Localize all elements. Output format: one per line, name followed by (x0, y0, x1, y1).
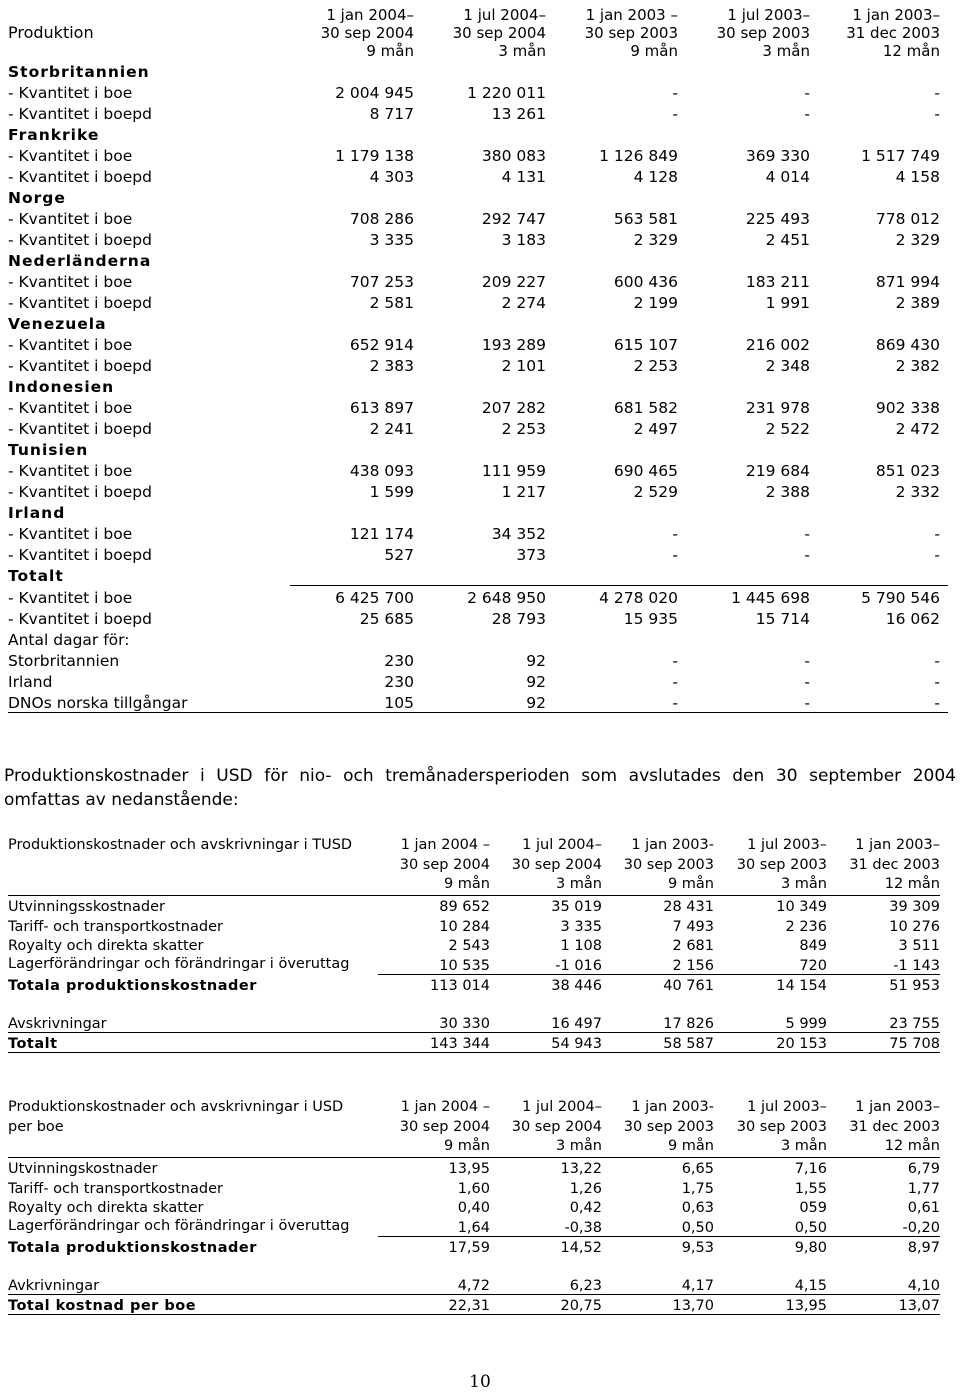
row-label: Lagerförändringar och förändringar i överuttag (8, 955, 350, 972)
country-heading (8, 60, 948, 81)
cell-value: 6,65 (681, 1161, 714, 1177)
col-header: 1 jan 2004– 30 sep 2004 9 mån (320, 6, 414, 60)
col-header: 1 jul 2003– 30 sep 2003 3 mån (714, 1098, 827, 1157)
table-row (8, 396, 948, 417)
cell-value: 4 131 (501, 168, 546, 186)
row-label: Avkrivningar (8, 1274, 378, 1294)
total-row (8, 1294, 940, 1315)
cell-value: - (672, 673, 678, 691)
row-label: - Kvantitet i boepd (8, 357, 152, 375)
cell-value: 13,70 (602, 1294, 714, 1315)
table-row (8, 354, 948, 375)
cell-value: 2 348 (765, 357, 810, 375)
row-label: - Kvantitet i boe (8, 462, 133, 480)
col-header: 1 jul 2004– 30 sep 2004 3 mån (490, 1098, 602, 1157)
table-row (8, 649, 948, 670)
cost-usd-header-row (8, 1098, 940, 1157)
cell-value: 0,40 (457, 1200, 490, 1216)
cell-value: 652 914 (349, 336, 414, 354)
table-row (8, 333, 948, 354)
cell-value: 219 684 (745, 462, 810, 480)
cell-value: 2 529 (633, 483, 678, 501)
cell-value: 209 227 (481, 273, 546, 291)
cell-value: 2 253 (633, 357, 678, 375)
cell-value: 40 761 (602, 974, 714, 994)
section-heading: Totalt (8, 567, 64, 585)
cell-value: 7,16 (794, 1161, 827, 1177)
row-label: Royalty och direkta skatter (8, 1200, 204, 1216)
cell-value: 39 309 (889, 899, 940, 915)
row-label: Totala produktionskostnader (8, 1240, 257, 1256)
cell-value: 1 220 011 (467, 84, 546, 102)
col-header: 1 jan 2003- 30 sep 2003 9 mån (602, 1098, 714, 1157)
cell-value: 4,72 (378, 1274, 490, 1294)
cell-value: 600 436 (613, 273, 678, 291)
cell-value: 20 153 (714, 1032, 827, 1053)
cell-value: 2 199 (633, 294, 678, 312)
cell-value: 30 330 (378, 1012, 490, 1032)
cell-value: 059 (799, 1200, 827, 1216)
cell-value: 58 587 (602, 1032, 714, 1053)
cell-value: 2 332 (895, 483, 940, 501)
cell-value: 3 335 (560, 918, 602, 935)
cell-value: 4 158 (895, 168, 940, 186)
cell-value: 3 335 (369, 231, 414, 249)
row-label: Tariff- och transportkostnader (8, 918, 223, 935)
cell-value: - (934, 105, 940, 123)
table-row (8, 1157, 940, 1177)
country-heading (8, 312, 948, 333)
cell-value: 849 (799, 938, 827, 954)
table-row (8, 459, 948, 480)
total-row (8, 1032, 940, 1053)
table-row (8, 915, 940, 935)
table-row (8, 670, 948, 691)
cell-value: 2 497 (633, 420, 678, 438)
section-heading: Storbritannien (8, 63, 150, 81)
cell-value: 1 517 749 (861, 147, 940, 165)
table-row (8, 228, 948, 249)
cell-value: 92 (422, 691, 554, 713)
row-label: - Kvantitet i boepd (8, 105, 152, 123)
cell-value: 615 107 (613, 336, 678, 354)
spacer-row (8, 1256, 940, 1274)
cell-value: 5 790 546 (818, 586, 948, 608)
cell-value: - (672, 84, 678, 102)
cost-tusd-title: Produktionskostnader och avskrivningar i TUSD (8, 836, 378, 895)
cell-value: 1 217 (501, 483, 546, 501)
cell-value: 1,55 (794, 1180, 827, 1197)
row-label: Total kostnad per boe (8, 1294, 378, 1315)
table-row (8, 1197, 940, 1217)
cell-value: - (672, 525, 678, 543)
cell-value: - (934, 525, 940, 543)
table-row (8, 607, 948, 628)
cell-value: - (554, 691, 686, 713)
production-header-row (8, 6, 948, 60)
table-row (8, 1177, 940, 1197)
row-label: - Kvantitet i boe (8, 147, 133, 165)
cell-value: 2 543 (448, 938, 490, 954)
table-row (8, 291, 948, 312)
cell-value: 2 389 (895, 294, 940, 312)
cell-value: 380 083 (481, 147, 546, 165)
cell-value: 1 126 849 (599, 147, 678, 165)
table-row (8, 691, 948, 713)
row-label: - Kvantitet i boe (8, 273, 133, 291)
cell-value: 851 023 (875, 462, 940, 480)
section-heading: Nederländerna (8, 252, 152, 270)
cell-value: 5 999 (714, 1012, 827, 1032)
cell-value: - (934, 546, 940, 564)
cell-value: 92 (526, 652, 546, 670)
cell-value: -0,20 (902, 1219, 940, 1236)
cell-value: 2 382 (895, 357, 940, 375)
table-row (8, 586, 948, 608)
row-label: Royalty och direkta skatter (8, 938, 204, 954)
cell-value: 707 253 (349, 273, 414, 291)
cell-value: 8 717 (369, 105, 414, 123)
cell-value: 1 991 (765, 294, 810, 312)
cell-value: - (804, 673, 810, 691)
row-label: Lagerförändringar och förändringar i överuttag (8, 1217, 350, 1234)
cell-value: 438 093 (349, 462, 414, 480)
intro-paragraph: Produktionskostnader i USD för nio- och tremånadersperioden som avslutades den 30 september 2004 omfattas av nedanstående: (4, 766, 956, 810)
cost-usd-table (8, 1098, 940, 1315)
cell-value: 2 581 (369, 294, 414, 312)
table-row (8, 1216, 940, 1236)
section-heading: Venezuela (8, 315, 107, 333)
cell-value: 28 431 (663, 899, 714, 915)
cell-value: 720 (799, 957, 827, 974)
cell-value: 2 388 (765, 483, 810, 501)
cell-value: 869 430 (875, 336, 940, 354)
cell-value: 10 276 (889, 918, 940, 935)
cell-value: 778 012 (875, 210, 940, 228)
cell-value: -0,38 (564, 1219, 602, 1236)
section-heading: Frankrike (8, 126, 100, 144)
cell-value: 2 681 (672, 938, 714, 954)
table-row (8, 895, 940, 915)
row-label: Totala produktionskostnader (8, 978, 257, 994)
cell-value: 292 747 (481, 210, 546, 228)
row-label: - Kvantitet i boe (8, 210, 133, 228)
table-row (8, 270, 948, 291)
cell-value: 2 004 945 (335, 84, 414, 102)
col-header: 1 jan 2003 – 30 sep 2003 9 mån (584, 6, 678, 60)
cell-value: 1,64 (457, 1219, 490, 1236)
cell-value: 35 019 (551, 899, 602, 915)
col-header: 1 jan 2004 – 30 sep 2004 9 mån (378, 1098, 490, 1157)
table-row (8, 81, 948, 102)
col-header: 1 jul 2004– 30 sep 2004 3 mån (490, 836, 602, 895)
cell-value: 0,50 (681, 1219, 714, 1236)
country-heading (8, 123, 948, 144)
cell-value: 563 581 (613, 210, 678, 228)
table-row (8, 102, 948, 123)
cell-value: - (804, 525, 810, 543)
cell-value: 690 465 (613, 462, 678, 480)
cell-value: 28 793 (491, 610, 546, 628)
cell-value: 4 303 (369, 168, 414, 186)
cost-usd-title: Produktionskostnader och avskrivningar i USD per boe (8, 1098, 378, 1157)
cell-value: 4 278 020 (554, 586, 686, 608)
cell-value: 193 289 (481, 336, 546, 354)
cell-value: 13,95 (448, 1161, 490, 1177)
cell-value: 54 943 (490, 1032, 602, 1053)
row-label: - Kvantitet i boe (8, 525, 133, 543)
table-row (8, 522, 948, 543)
cell-value: 10 284 (439, 918, 490, 935)
cell-value: 2 648 950 (422, 586, 554, 608)
cell-value: 2 156 (672, 957, 714, 974)
cell-value: 15 935 (623, 610, 678, 628)
cell-value: 0,50 (794, 1219, 827, 1236)
cell-value: - (934, 652, 940, 670)
cell-value: 527 (384, 546, 414, 564)
cell-value: 10 535 (439, 957, 490, 974)
cell-value: 4 014 (765, 168, 810, 186)
col-header: 1 jan 2003– 31 dec 2003 12 mån (827, 836, 940, 895)
cell-value: 2 253 (501, 420, 546, 438)
cell-value: 20,75 (490, 1294, 602, 1315)
cell-value: 225 493 (745, 210, 810, 228)
cell-value: 2 383 (369, 357, 414, 375)
table-row (8, 935, 940, 955)
cell-value: - (804, 105, 810, 123)
subtotal-row (8, 974, 940, 994)
cell-value: 9,53 (602, 1236, 714, 1256)
cell-value: 75 708 (827, 1032, 940, 1053)
cell-value: 14 154 (714, 974, 827, 994)
section-heading: Antal dagar för: (8, 631, 130, 649)
cell-value: -1 016 (555, 957, 602, 974)
cell-value: 2 274 (501, 294, 546, 312)
cell-value: 143 344 (378, 1032, 490, 1053)
cell-value: 6 425 700 (290, 586, 422, 608)
cell-value: 1,75 (681, 1180, 714, 1197)
row-label: - Kvantitet i boepd (8, 420, 152, 438)
cell-value: 2 329 (633, 231, 678, 249)
row-label: Utvinningskostnader (8, 1161, 158, 1177)
col-header: 1 jan 2004 – 30 sep 2004 9 mån (378, 836, 490, 895)
days-heading (8, 628, 948, 649)
depreciation-row (8, 1012, 940, 1032)
cell-value: 13,07 (827, 1294, 940, 1315)
cell-value: 231 978 (745, 399, 810, 417)
cell-value: 6,79 (907, 1161, 940, 1177)
cell-value: 1 179 138 (335, 147, 414, 165)
cell-value: 7 493 (672, 918, 714, 935)
cell-value: - (818, 691, 948, 713)
section-heading: Tunisien (8, 441, 89, 459)
cell-value: 92 (526, 673, 546, 691)
cell-value: 207 282 (481, 399, 546, 417)
cell-value: 121 174 (349, 525, 414, 543)
row-label: - Kvantitet i boe (8, 589, 133, 607)
cell-value: - (672, 546, 678, 564)
table-row (8, 207, 948, 228)
cell-value: 6,23 (490, 1274, 602, 1294)
cell-value: 105 (290, 691, 422, 713)
cell-value: 681 582 (613, 399, 678, 417)
row-label: - Kvantitet i boe (8, 399, 133, 417)
cell-value: 0,63 (681, 1200, 714, 1216)
cell-value: 13,95 (714, 1294, 827, 1315)
cell-value: 2 472 (895, 420, 940, 438)
cell-value: 13,22 (560, 1161, 602, 1177)
cell-value: 4,17 (602, 1274, 714, 1294)
row-label: - Kvantitet i boepd (8, 231, 152, 249)
cell-value: - (804, 84, 810, 102)
row-label: Avskrivningar (8, 1012, 378, 1032)
cell-value: 22,31 (378, 1294, 490, 1315)
row-label: - Kvantitet i boepd (8, 294, 152, 312)
total-heading (8, 564, 948, 586)
country-heading (8, 438, 948, 459)
cell-value: - (934, 673, 940, 691)
cell-value: 15 714 (755, 610, 810, 628)
cell-value: 183 211 (745, 273, 810, 291)
cell-value: 10 349 (776, 899, 827, 915)
cell-value: 9,80 (714, 1236, 827, 1256)
table-row (8, 480, 948, 501)
cell-value: 2 236 (785, 918, 827, 935)
cell-value: 2 241 (369, 420, 414, 438)
cell-value: 113 014 (378, 974, 490, 994)
cell-value: 613 897 (349, 399, 414, 417)
cell-value: 3 511 (898, 938, 940, 954)
cell-value: 1 108 (560, 938, 602, 954)
cell-value: 17 826 (602, 1012, 714, 1032)
table-row (8, 417, 948, 438)
table-row (8, 165, 948, 186)
cell-value: 1,77 (907, 1180, 940, 1197)
cell-value: 2 329 (895, 231, 940, 249)
country-heading (8, 501, 948, 522)
cell-value: 871 994 (875, 273, 940, 291)
row-label: Tariff- och transportkostnader (8, 1180, 223, 1197)
cell-value: 216 002 (745, 336, 810, 354)
col-header: 1 jul 2004– 30 sep 2004 3 mån (452, 6, 546, 60)
row-label: - Kvantitet i boepd (8, 483, 152, 501)
spacer-cell (8, 1256, 940, 1274)
cell-value: 25 685 (359, 610, 414, 628)
row-label: Totalt (8, 1032, 378, 1053)
table-row (8, 144, 948, 165)
table-row (8, 954, 940, 974)
country-heading (8, 249, 948, 270)
section-heading: Irland (8, 504, 66, 522)
section-heading: Norge (8, 189, 66, 207)
cell-value: 2 522 (765, 420, 810, 438)
cell-value: - (686, 691, 818, 713)
depreciation-row (8, 1274, 940, 1294)
page-number: 10 (469, 1372, 491, 1392)
country-heading (8, 375, 948, 396)
cell-value: 902 338 (875, 399, 940, 417)
cell-value: - (934, 84, 940, 102)
col-header: 1 jul 2003– 30 sep 2003 3 mån (716, 6, 810, 60)
row-label: - Kvantitet i boepd (8, 168, 152, 186)
col-header: 1 jul 2003– 30 sep 2003 3 mån (714, 836, 827, 895)
spacer-cell (8, 994, 940, 1012)
row-label: DNOs norska tillgångar (8, 691, 290, 713)
col-header: 1 jan 2003– 31 dec 2003 12 mån (827, 1098, 940, 1157)
cell-value: 0,61 (907, 1200, 940, 1216)
cell-value: 23 755 (827, 1012, 940, 1032)
cell-value: 8,97 (827, 1236, 940, 1256)
cell-value: 1,26 (569, 1180, 602, 1197)
cell-value: 373 (516, 546, 546, 564)
cell-value: 0,42 (569, 1200, 602, 1216)
cell-value: 38 446 (490, 974, 602, 994)
cell-value: 34 352 (491, 525, 546, 543)
row-label: Irland (8, 673, 53, 691)
cell-value: 708 286 (349, 210, 414, 228)
spacer-row (8, 994, 940, 1012)
subtotal-row (8, 1236, 940, 1256)
col-header: 1 jan 2003- 30 sep 2003 9 mån (602, 836, 714, 895)
cell-value: -1 143 (893, 957, 940, 974)
table-row (8, 543, 948, 564)
cell-value: 17,59 (378, 1236, 490, 1256)
cell-value: 3 183 (501, 231, 546, 249)
cell-value: 4,10 (827, 1274, 940, 1294)
cell-value: - (672, 652, 678, 670)
col-header: 1 jan 2003– 31 dec 2003 12 mån (846, 6, 940, 60)
row-label: Storbritannien (8, 652, 120, 670)
cell-value: 16 062 (885, 610, 940, 628)
cell-value: 369 330 (745, 147, 810, 165)
cell-value: 16 497 (490, 1012, 602, 1032)
cell-value: - (804, 546, 810, 564)
cell-value: 4 128 (633, 168, 678, 186)
cell-value: 14,52 (490, 1236, 602, 1256)
cell-value: 111 959 (481, 462, 546, 480)
cell-value: 1 445 698 (686, 586, 818, 608)
cell-value: 51 953 (827, 974, 940, 994)
cell-value: 1,60 (457, 1180, 490, 1197)
cell-value: 4,15 (714, 1274, 827, 1294)
cell-value: 230 (384, 652, 414, 670)
row-label: Utvinningsskostnader (8, 899, 165, 915)
cell-value: 230 (384, 673, 414, 691)
cell-value: 89 652 (439, 899, 490, 915)
row-label: - Kvantitet i boe (8, 336, 133, 354)
cell-value: 2 451 (765, 231, 810, 249)
section-heading: Indonesien (8, 378, 115, 396)
cost-tusd-header-row (8, 836, 940, 895)
cell-value: 13 261 (491, 105, 546, 123)
production-table (8, 6, 948, 713)
cell-value: - (672, 105, 678, 123)
cell-value: - (804, 652, 810, 670)
row-label: - Kvantitet i boe (8, 84, 133, 102)
cell-value: 1 599 (369, 483, 414, 501)
row-label: - Kvantitet i boepd (8, 610, 152, 628)
production-title: Produktion (8, 23, 94, 42)
row-label: - Kvantitet i boepd (8, 546, 152, 564)
cost-tusd-table (8, 836, 940, 1053)
cell-value: 2 101 (501, 357, 546, 375)
country-heading (8, 186, 948, 207)
